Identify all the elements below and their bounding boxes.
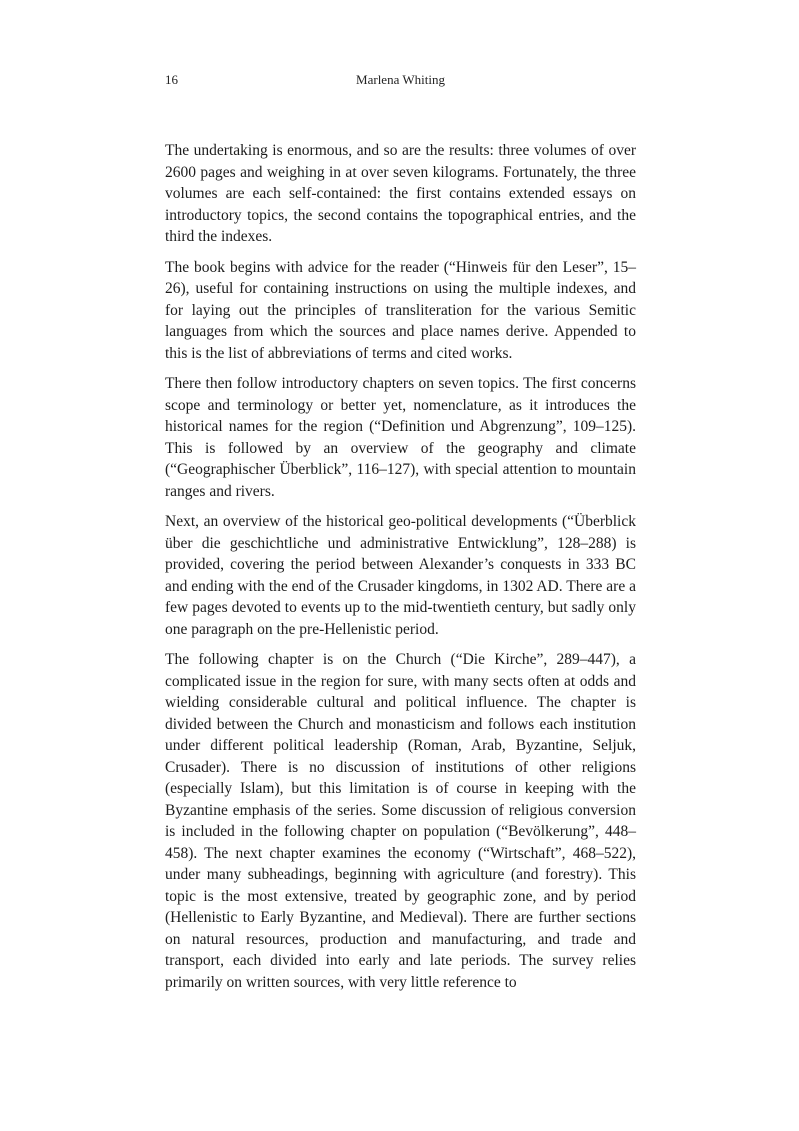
paragraph: The book begins with advice for the reader (“Hinweis für den Leser”, 15–26), useful for containing instructions on using the multiple indexes, and for laying out the principles of transliteration for the various Semitic languages from which the sources and place names derive. Appended to this is the list of abbreviations of terms and cited works.	[165, 258, 636, 362]
paragraph: There then follow introductory chapters on seven topics. The first concerns scope and terminology or better yet, nomenclature, as it introduces the historical names for the region (“Definition und Abgrenzung”, 109–125). This is followed by an overview of the geography and climate (“Geographischer Überblick”, 116–127), with special attention to mountain ranges and rivers.	[165, 375, 636, 500]
paragraph: The following chapter is on the Church (“Die Kirche”, 289–447), a complicated issue in the region for sure, with many sects often at odds and wielding considerable cultural and political influence. The chapter is divided between the Church and monasticism and follows each institution under different political leadership (Roman, Arab, Byzantine, Seljuk, Crusader). There is no discussion of institutions of other religions (especially Islam), but this limitation is of course in keeping with the Byzantine emphasis of the series. Some discussion of religious conversion is included in the following chapter on population (“Bevölkerung”, 448–458). The next chapter examines the economy (“Wirtschaft”, 468–522), under many subheadings, beginning with agriculture (and forestry). This topic is the most extensive, treated by geographic zone, and by period (Hellenistic to Early Byzantine, and Medieval). There are further sections on natural resources, production and manufacturing, and trade and transport, each divided into early and late periods. The survey relies primarily on written sources, with very little reference to	[165, 651, 636, 991]
article-body	[165, 140, 636, 1002]
page-number: 16	[165, 72, 178, 87]
running-header	[165, 72, 636, 88]
running-header-author: Marlena Whiting	[356, 72, 445, 87]
paragraph: The undertaking is enormous, and so are the results: three volumes of over 2600 pages and weighing in at over seven kilograms. Fortunately, the three volumes are each self-contained: the first contains extended essays on introductory topics, the second contains the topographical entries, and the third the indexes.	[165, 142, 636, 245]
paragraph: Next, an overview of the historical geo-political developments (“Überblick über die geschichtliche und administrative Entwicklung”, 128–288) is provided, covering the period between Alexander’s conquests in 333 BC and ending with the end of the Crusader kingdoms, in 1302 AD. There are a few pages devoted to events up to the mid-twentieth century, but sadly only one paragraph on the pre-Hellenistic period.	[165, 513, 636, 638]
